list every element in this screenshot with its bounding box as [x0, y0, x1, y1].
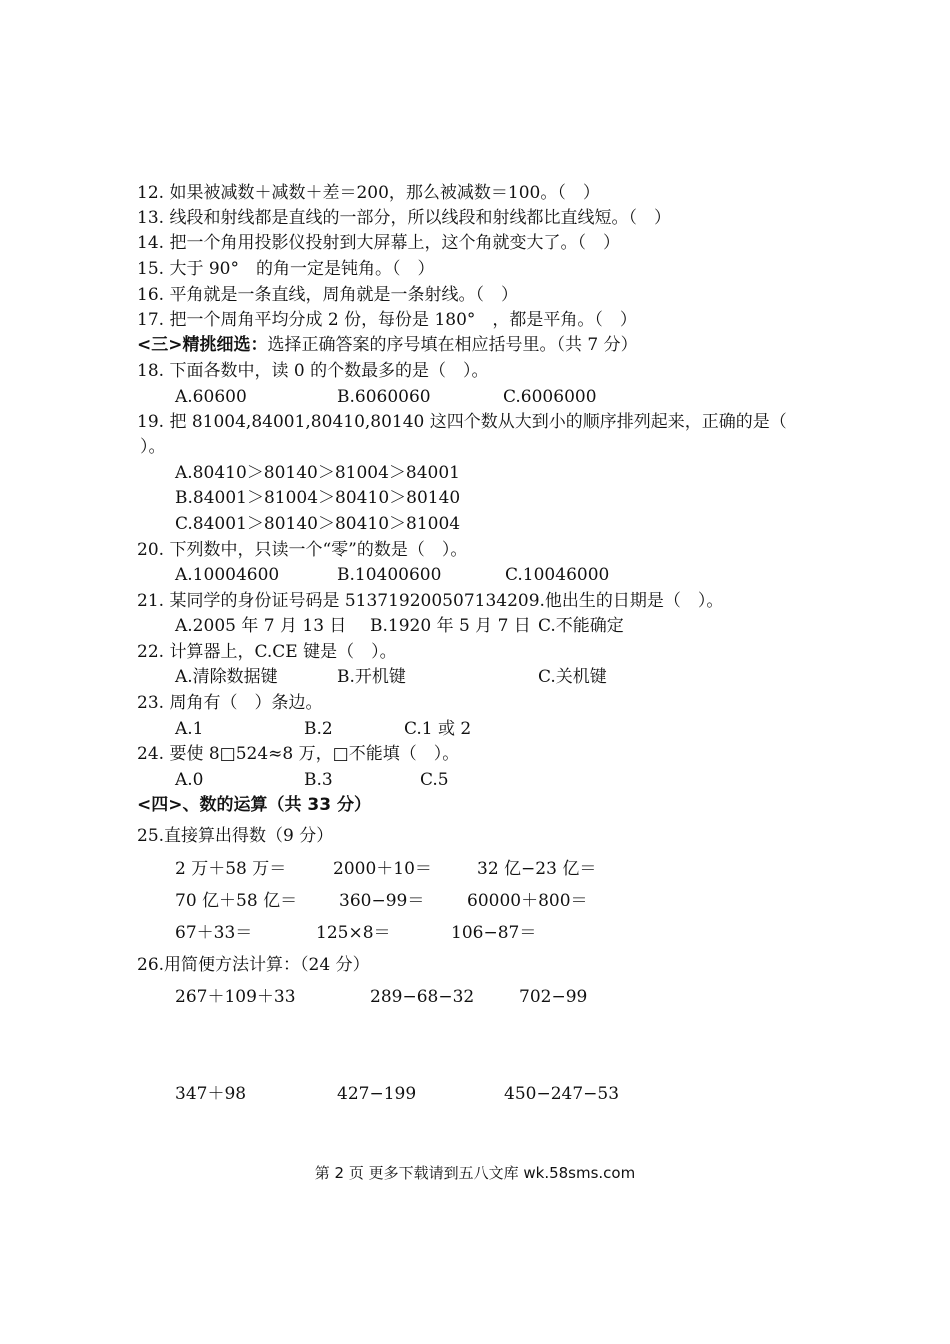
q19-option-c: C.84001＞80140＞80410＞81004 [175, 514, 461, 534]
page-footer: 第 2 页 更多下载请到五八文库 wk.58sms.com [314, 1164, 636, 1182]
q20-option-a: A.10004600 [175, 565, 280, 585]
q19-stem-cont: ）。 [140, 437, 166, 457]
q24-option-a: A.0 [175, 770, 204, 790]
q25-calc-5: 360−99＝ [339, 891, 425, 911]
q26-calc-6: 450−247−53 [504, 1084, 620, 1104]
q25-stem: 25.直接算出得数（9 分） [137, 826, 334, 846]
q25-calc-1: 2 万＋58 万＝ [175, 859, 287, 879]
section-4-title: <四>、数的运算（共 33 分） [137, 795, 371, 815]
q18-option-b: B.6060060 [337, 387, 431, 407]
q26-calc-1: 267＋109＋33 [175, 987, 296, 1007]
q21-option-b: B.1920 年 5 月 7 日 [370, 616, 531, 636]
q19-option-b: B.84001＞81004＞80410＞80140 [175, 488, 461, 508]
q23-option-b: B.2 [304, 719, 333, 739]
q23-option-c: C.1 或 2 [404, 719, 472, 739]
q25-calc-4: 70 亿＋58 亿＝ [175, 891, 298, 911]
q22-option-c: C.关机键 [538, 667, 607, 687]
q20-option-c: C.10046000 [505, 565, 610, 585]
q21-option-c: C.不能确定 [538, 616, 624, 636]
q26-stem: 26.用简便方法计算：（24 分） [137, 955, 370, 975]
q25-calc-2: 2000＋10＝ [333, 859, 432, 879]
section-3-title: <三>精挑细选： [137, 335, 268, 355]
q18-option-c: C.6006000 [503, 387, 597, 407]
q20-stem: 20. 下列数中，只读一个“零”的数是（ ）。 [137, 540, 468, 560]
q26-calc-5: 427−199 [337, 1084, 417, 1104]
tf-item-13: 13. 线段和射线都是直线的一部分，所以线段和射线都比直线短。（ ） [137, 208, 671, 228]
q25-calc-7: 67＋33＝ [175, 923, 253, 943]
q26-calc-3: 702−99 [519, 987, 588, 1007]
q23-option-a: A.1 [175, 719, 204, 739]
q24-option-c: C.5 [420, 770, 449, 790]
q22-stem: 22. 计算器上，C.CE 键是（ ）。 [137, 642, 397, 662]
q23-stem: 23. 周角有（ ）条边。 [137, 693, 323, 713]
q21-option-a: A.2005 年 7 月 13 日 [175, 616, 347, 636]
tf-item-17: 17. 把一个周角平均分成 2 份，每份是 180° ，都是平角。（ ） [137, 310, 637, 330]
q18-option-a: A.60600 [175, 387, 247, 407]
section-3-heading [137, 334, 638, 356]
q19-stem: 19. 把 81004,84001,80410,80140 这四个数从大到小的顺序排列起来，正确的是（ [137, 412, 787, 432]
q25-calc-6: 60000＋800＝ [467, 891, 588, 911]
q19-option-a: A.80410＞80140＞81004＞84001 [175, 463, 460, 483]
q22-option-b: B.开机键 [337, 667, 406, 687]
q25-calc-3: 32 亿−23 亿＝ [477, 859, 597, 879]
q26-calc-2: 289−68−32 [370, 987, 475, 1007]
tf-item-14: 14. 把一个角用投影仪投射到大屏幕上，这个角就变大了。（ ） [137, 233, 620, 253]
section-3-instruction: 选择正确答案的序号填在相应括号里。（共 7 分） [267, 335, 638, 355]
q24-option-b: B.3 [304, 770, 333, 790]
q25-calc-8: 125×8＝ [316, 923, 391, 943]
q26-calc-4: 347＋98 [175, 1084, 247, 1104]
tf-item-12: 12. 如果被减数＋减数＋差＝200，那么被减数＝100。（ ） [137, 183, 600, 203]
tf-item-16: 16. 平角就是一条直线，周角就是一条射线。（ ） [137, 285, 518, 305]
q21-stem: 21. 某同学的身份证号码是 513719200507134209.他出生的日期是（ ）。 [137, 591, 724, 611]
tf-item-15: 15. 大于 90° 的角一定是钝角。（ ） [137, 259, 435, 279]
q25-calc-9: 106−87＝ [451, 923, 537, 943]
q20-option-b: B.10400600 [337, 565, 442, 585]
q18-stem: 18. 下面各数中，读 0 的个数最多的是（ ）。 [137, 361, 489, 381]
q22-option-a: A.清除数据键 [175, 667, 278, 687]
q24-stem: 24. 要使 8□524≈8 万，□不能填（ ）。 [137, 744, 460, 764]
